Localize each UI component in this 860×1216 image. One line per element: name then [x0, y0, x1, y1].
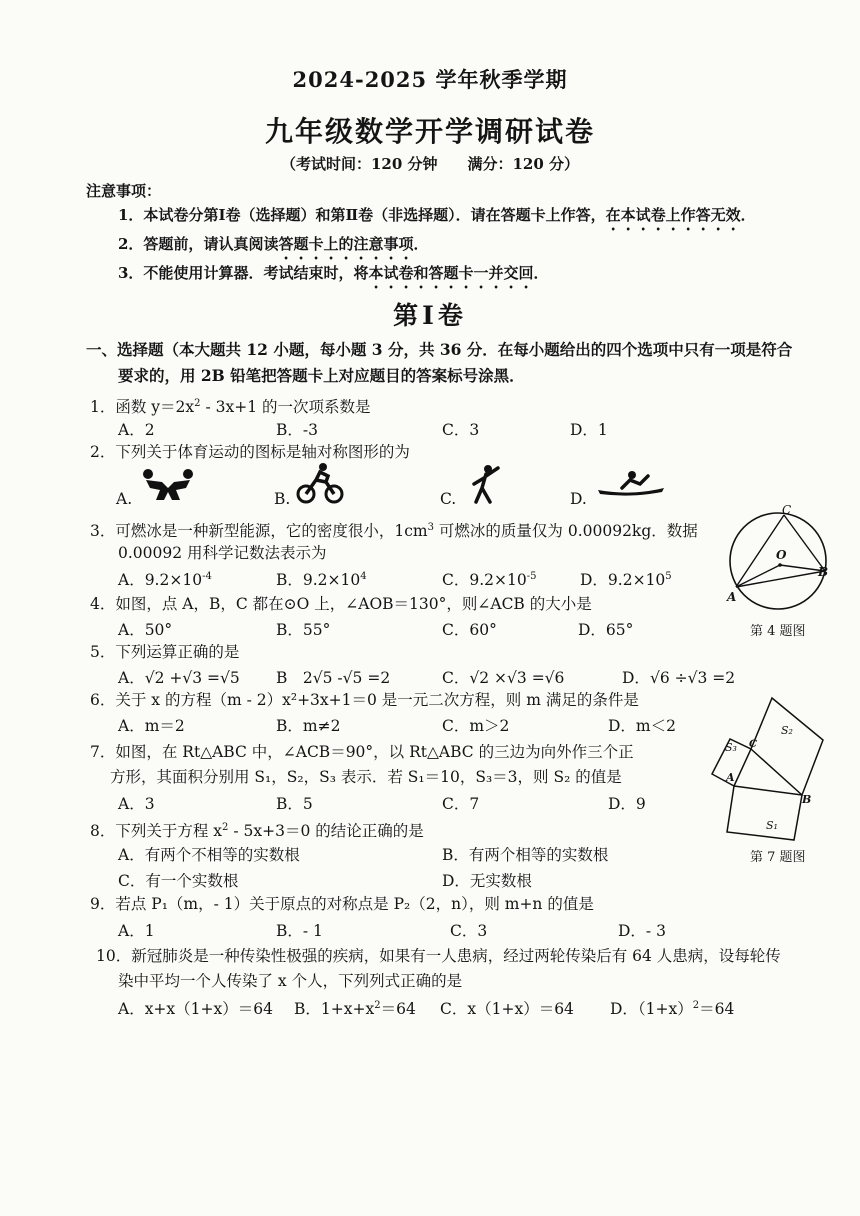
section-1-instructions-line2: 要求的，用 2B 铅笔把答题卡上对应题目的答案标号涂黑．	[118, 366, 525, 385]
exam-term: 2024-2025 学年秋季学期	[292, 67, 568, 92]
notes-item-3-text: 3．不能使用计算器．考试结束时，将	[118, 264, 369, 282]
question-7-line1: 7．如图，在 Rt△ABC 中，∠ACB＝90°，以 Rt△ABC 的三边为向外作三个正	[90, 743, 634, 761]
q8-stem-sup: 2	[222, 822, 229, 833]
q1-stem-a: 1．函数 y＝2x	[90, 398, 195, 417]
q5-option-a	[118, 666, 240, 688]
figure-7-caption: 第 7 题图	[750, 850, 806, 865]
fig4-label-b: B	[818, 565, 829, 579]
q5-option-c-label: C．	[442, 669, 470, 687]
wrestling-icon	[140, 466, 196, 502]
fig7-label-s1: S₁	[766, 819, 778, 832]
question-3-line1	[90, 518, 698, 541]
q1-stem-b: - 3x+1 的一次项系数是	[200, 398, 371, 417]
exam-info: （考试时间：120 分钟 满分：120 分）	[280, 155, 580, 173]
q10-option-b-a: B．1+x+x	[294, 1000, 375, 1018]
q3-line1-a: 3．可燃冰是一种新型能源，它的密度很小，1cm	[90, 522, 428, 541]
q4-option-b: B．55°	[276, 621, 331, 639]
question-9-stem: 9．若点 P₁（m，- 1）关于原点的对称点是 P₂（2，n），则 m+n 的值是	[90, 895, 594, 913]
question-2-stem: 2．下列关于体育运动的图标是轴对称图形的为	[90, 443, 410, 461]
q9-option-d: D．- 3	[618, 922, 666, 940]
q10-option-d-b: ＝64	[699, 1000, 735, 1018]
question-5-stem: 5．下列运算正确的是	[90, 643, 240, 661]
basketball-player-icon	[466, 464, 506, 504]
notes-item-1	[118, 204, 756, 234]
rowing-icon	[596, 470, 666, 498]
q10-option-a: A．x+x（1+x）＝64	[118, 1000, 273, 1018]
q3-option-a-base: A．9.2×10	[118, 571, 203, 589]
q8-option-c: C．有一个实数根	[118, 872, 239, 890]
q5-option-b-label: B	[276, 669, 288, 687]
q2-option-d: D.	[570, 490, 587, 508]
q1-option-a: A．2	[118, 421, 155, 439]
q3-option-c	[442, 568, 536, 590]
fig7-label-c: C	[749, 739, 757, 750]
notes-item-1-emphasis: 在本试卷上作答无效	[605, 206, 741, 224]
q10-option-d-sup: 2	[692, 999, 700, 1011]
q8-option-b: B．有两个相等的实数根	[442, 846, 609, 864]
q5-option-c	[442, 666, 564, 688]
q4-option-c: C．60°	[442, 621, 497, 639]
q5-option-d-label: D．	[622, 669, 650, 687]
q2-option-b: B.	[274, 490, 291, 508]
q7-option-d: D．9	[608, 795, 646, 813]
figure-7-squares-diagram	[706, 696, 856, 842]
q7-option-a: A．3	[118, 795, 155, 813]
question-8-stem	[90, 818, 424, 841]
q8-option-d: D．无实数根	[442, 872, 532, 890]
q1-stem-sup: 2	[194, 398, 201, 409]
q4-option-a: A．50°	[118, 621, 173, 639]
question-1-stem	[90, 394, 371, 417]
q5-option-d-expr: √6 ÷√3 =2	[649, 669, 736, 687]
q8-stem-a: 8．下列关于方程 x	[90, 822, 223, 841]
q3-option-b-base: B．9.2×10	[276, 571, 361, 589]
notes-item-1-end: ．	[740, 206, 756, 224]
q6-option-a: A．m＝2	[118, 717, 185, 735]
question-3-line2: 0.00092 用科学记数法表示为	[118, 544, 327, 562]
q10-option-c: C．x（1+x）＝64	[440, 1000, 574, 1018]
q6-option-d: D．m＜2	[608, 717, 676, 735]
q5-option-b-expr: 2√5 -√5 =2	[302, 669, 391, 687]
q7-option-b: B．5	[276, 795, 313, 813]
fig7-label-s2: S₂	[781, 724, 793, 737]
q1-option-c: C．3	[442, 421, 480, 439]
figure-4-caption: 第 4 题图	[750, 624, 806, 639]
q6-option-c: C．m＞2	[442, 717, 510, 735]
q2-option-a: A.	[116, 490, 133, 508]
question-6-stem: 6．关于 x 的方程（m - 2）x²+3x+1＝0 是一元二次方程，则 m 满足的条件是	[90, 691, 639, 709]
notes-item-2-end: ．	[413, 235, 429, 253]
notes-item-2	[118, 233, 428, 263]
notes-item-2-text: 2．答题前，请认真阅读	[118, 235, 279, 253]
fig4-label-o: O	[776, 548, 787, 562]
q5-option-d	[622, 666, 735, 688]
q10-option-b-sup: 2	[374, 999, 381, 1011]
q8-stem-b: - 5x+3＝0 的结论正确的是	[228, 822, 424, 841]
q1-option-b: B．-3	[276, 421, 318, 439]
q1-option-d: D．1	[570, 421, 608, 439]
cycling-icon	[296, 462, 344, 504]
notes-item-1-text: 1．本试卷分第Ⅰ卷（选择题）和第Ⅱ卷（非选择题）．请在答题卡上作答，	[118, 206, 606, 224]
q3-option-c-base: C．9.2×10	[442, 571, 527, 589]
fig7-label-a: A	[726, 771, 735, 784]
question-7-line2: 方形，其面积分别用 S₁，S₂，S₃ 表示．若 S₁＝10，S₃＝3，则 S₂ 的值是	[110, 768, 622, 786]
q5-option-c-expr: √2 ×√3 =√6	[469, 669, 565, 687]
section-1-instructions-line1: 一、选择题（本大题共 12 小题，每小题 3 分，共 36 分．在每小题给出的四个选项中只有一项是符合	[86, 340, 793, 359]
q3-option-a	[118, 568, 212, 590]
question-10-line2: 染中平均一个人传染了 x 个人，下列列式正确的是	[118, 972, 463, 990]
q3-line1-b: 可燃冰的质量仅为 0.00092kg．数据	[433, 522, 698, 541]
q3-line1-sup: 3	[427, 522, 434, 533]
q7-option-c: C．7	[442, 795, 480, 813]
notes-heading: 注意事项：	[86, 182, 162, 200]
q6-option-b: B．m≠2	[276, 717, 341, 735]
q10-option-d-a: D．（1+x）	[610, 1000, 693, 1018]
q3-option-d-exp: 5	[665, 570, 672, 582]
part-1-title: 第Ⅰ卷	[393, 301, 467, 330]
q10-option-b-b: ＝64	[380, 1000, 416, 1018]
question-10-line1: 10．新冠肺炎是一种传染性极强的疾病，如果有一人患病，经过两轮传染后有 64 人患病，设每轮传	[96, 947, 781, 965]
fig4-label-c: C	[782, 503, 792, 517]
notes-item-2-emphasis: 答题卡上的注意事项	[278, 235, 414, 253]
q10-option-d	[610, 997, 734, 1019]
q9-option-b: B．- 1	[276, 922, 323, 940]
q3-option-d	[580, 568, 672, 590]
q2-option-c: C.	[440, 490, 457, 508]
q3-option-b-exp: 4	[360, 570, 367, 582]
q4-option-d: D．65°	[578, 621, 634, 639]
q3-option-b	[276, 568, 367, 590]
fig7-label-s3: S₃	[725, 741, 737, 754]
q5-option-a-expr: √2 +√3 =√5	[144, 669, 240, 687]
q5-option-a-label: A．	[118, 669, 145, 687]
fig7-label-b: B	[802, 793, 812, 806]
q9-option-c: C．3	[450, 922, 488, 940]
exam-title: 九年级数学开学调研试卷	[264, 115, 595, 148]
q3-option-d-base: D．9.2×10	[580, 571, 666, 589]
notes-item-3	[118, 262, 548, 292]
q3-option-c-exp: -5	[526, 570, 537, 582]
q3-option-a-exp: -4	[202, 570, 212, 582]
notes-item-3-emphasis: 本试卷和答题卡一并交回	[368, 264, 534, 282]
notes-item-3-end: ．	[533, 264, 549, 282]
q9-option-a: A．1	[118, 922, 155, 940]
q8-option-a: A．有两个不相等的实数根	[118, 846, 300, 864]
q10-option-b	[294, 997, 416, 1019]
q5-option-b	[276, 666, 390, 688]
fig4-label-a: A	[727, 590, 737, 604]
question-4-stem: 4．如图，点 A，B，C 都在⊙O 上，∠AOB＝130°，则∠ACB 的大小是	[90, 595, 592, 613]
